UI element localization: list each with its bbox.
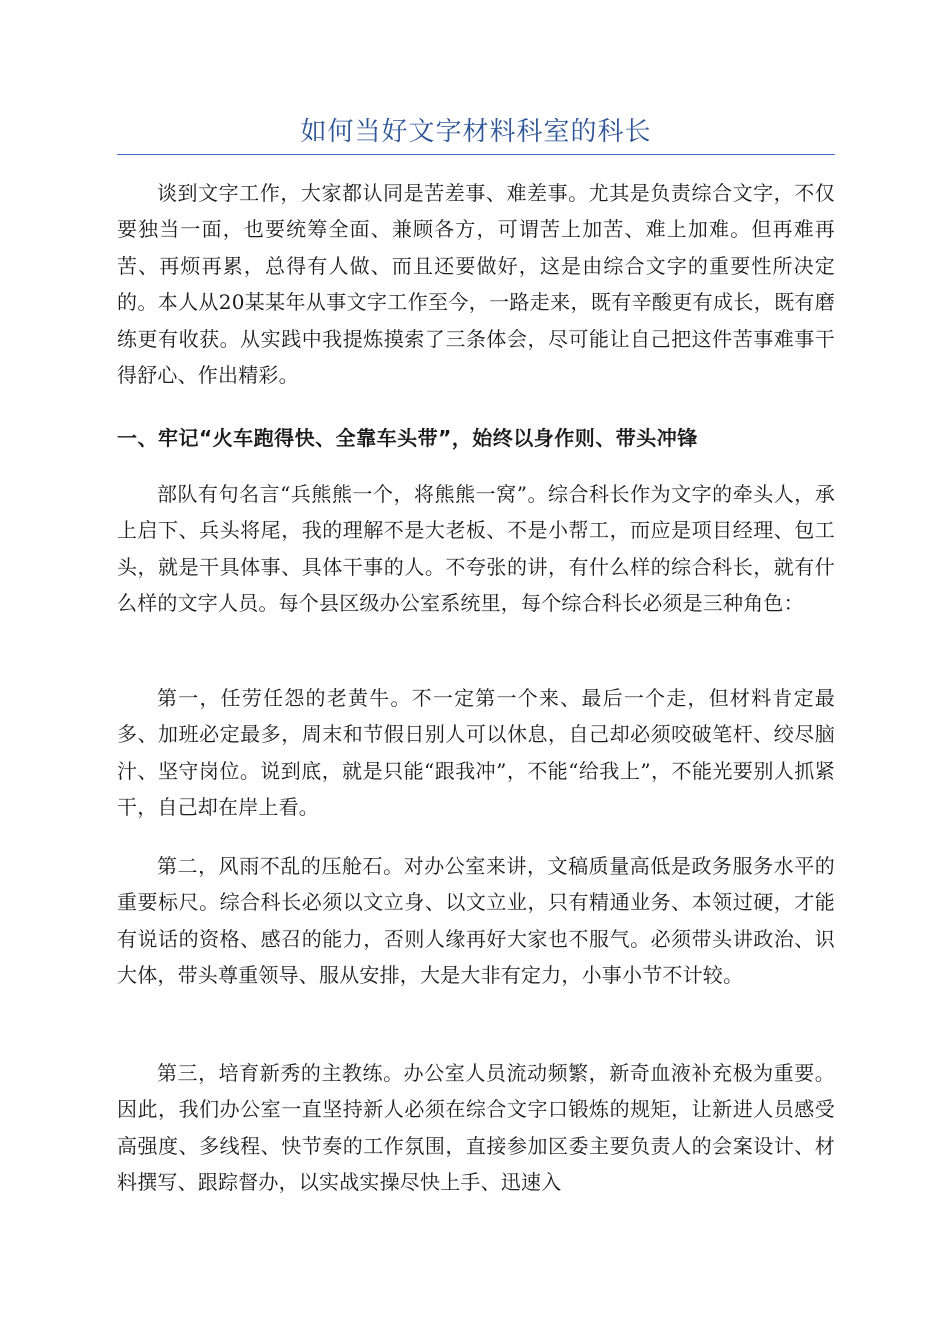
document-title: 如何当好文字材料科室的科长 xyxy=(300,117,652,147)
section-heading-1: 一、牢记“火车跑得快、全靠车头带”，始终以身作则、带头冲锋 xyxy=(117,426,698,450)
role-3-paragraph: 第三，培育新秀的主教练。办公室人员流动频繁，新奇血液补充极为重要。因此，我们办公室一直坚持新人必须在综合文字口锻炼的规矩，让新进人员感受高强度、多线程、快节奏的工作氛围，直接参加区委主要负责人的会案设计、材料撰写、跟踪督办，以实战实操尽快上手、迅速入 xyxy=(117,1061,835,1195)
section-1-paragraph: 部队有句名言“兵熊熊一个，将熊熊一窝”。综合科长作为文字的牵头人，承上启下、兵头将尾，我的理解不是大老板、不是小帮工，而应是项目经理、包工头，就是干具体事、具体干事的人。不夸张的讲，有什么样的综合科长，就有什么样的文字人员。每个县区级办公室系统里，每个综合科长必须是三种角色： xyxy=(117,482,835,616)
intro-paragraph: 谈到文字工作，大家都认同是苦差事、难差事。尤其是负责综合文字，不仅要独当一面，也要统筹全面、兼顾各方，可谓苦上加苦、难上加难。但再难再苦、再烦再累，总得有人做、而且还要做好，这是由综合文字的重要性所决定的。本人从20某某年从事文字工作至今，一路走来，既有辛酸更有成长，既有磨练更有收获。从实践中我提炼摸索了三条体会，尽可能让自己把这件苦事难事干得舒心、作出精彩。 xyxy=(117,181,835,388)
title-underline xyxy=(117,154,835,155)
role-1-paragraph: 第一，任劳任怨的老黄牛。不一定第一个来、最后一个走，但材料肯定最多、加班必定最多，周末和节假日别人可以休息，自己却必须咬破笔杆、绞尽脑汁、坚守岗位。说到底，就是只能“跟我冲”，不能“给我上”，不能光要别人抓紧干，自己却在岸上看。 xyxy=(117,686,835,820)
role-2-paragraph: 第二，风雨不乱的压舱石。对办公室来讲，文稿质量高低是政务服务水平的重要标尺。综合科长必须以文立身、以文立业，只有精通业务、本领过硬，才能有说话的资格、感召的能力，否则人缘再好大家也不服气。必须带头讲政治、识大体，带头尊重领导、服从安排，大是大非有定力，小事小节不计较。 xyxy=(117,854,835,988)
